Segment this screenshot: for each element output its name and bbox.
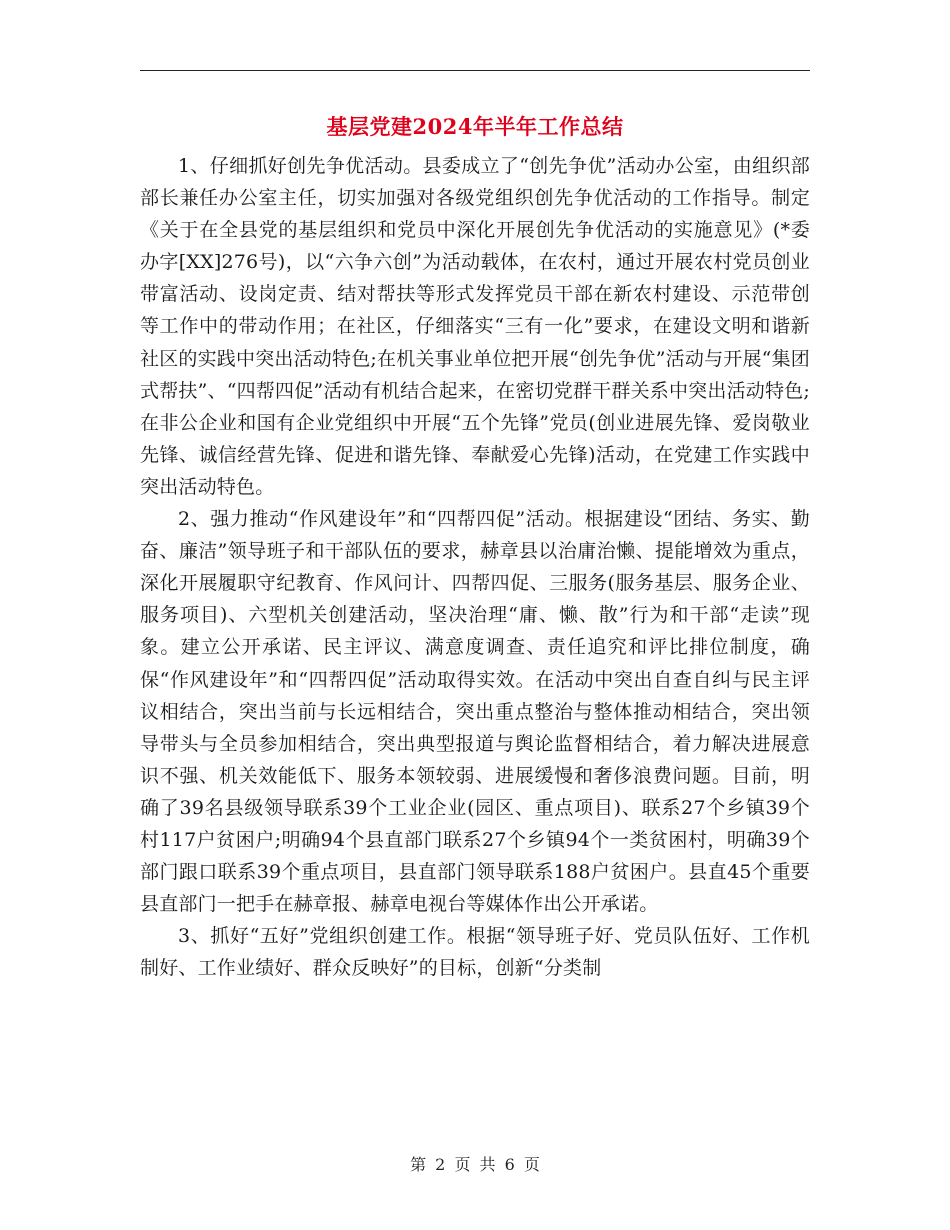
header-rule bbox=[140, 70, 810, 71]
document-body bbox=[140, 150, 810, 984]
paragraph-1: 1、仔细抓好创先争优活动。县委成立了“创先争优”活动办公室，由组织部部长兼任办公室主任，切实加强对各级党组织创先争优活动的工作指导。制定《关于在全县党的基层组织和党员中深化开展创先争优活动的实施意见》(*委办字[XX]276号)，以“六争六创”为活动载体，在农村，通过开展农村党员创业带富活动、设岗定责、结对帮扶等形式发挥党员干部在新农村建设、示范带创等工作中的带动作用；在社区，仔细落实“三有一化”要求，在建设文明和谐新社区的实践中突出活动特色;在机关事业单位把开展“创先争优”活动与开展“集团式帮扶”、“四帮四促”活动有机结合起来，在密切党群干群关系中突出活动特色;在非公企业和国有企业党组织中开展“五个先锋”党员(创业进展先锋、爱岗敬业先锋、诚信经营先锋、促进和谐先锋、奉献爱心先锋)活动，在党建工作实践中突出活动特色。 bbox=[140, 155, 810, 498]
paragraph-3: 3、抓好“五好”党组织创建工作。根据“领导班子好、党员队伍好、工作机制好、工作业绩好、群众反映好”的目标，创新“分类制 bbox=[140, 925, 810, 980]
paragraph-2: 2、强力推动“作风建设年”和“四帮四促”活动。根据建设“团结、务实、勤奋、廉洁”领导班子和干部队伍的要求，赫章县以治庸治懒、提能增效为重点，深化开展履职守纪教育、作风问计、四帮四促、三服务(服务基层、服务企业、服务项目)、六型机关创建活动，坚决治理“庸、懒、散”行为和干部“走读”现象。建立公开承诺、民主评议、满意度调查、责任追究和评比排位制度，确保“作风建设年”和“四帮四促”活动取得实效。在活动中突出自查自纠与民主评议相结合，突出当前与长远相结合，突出重点整治与整体推动相结合，突出领导带头与全员参加相结合，突出典型报道与舆论监督相结合，着力解决进展意识不强、机关效能低下、服务本领较弱、进展缓慢和奢侈浪费问题。目前，明确了39名县级领导联系39个工业企业(园区、重点项目)、联系27个乡镇39个村117户贫困户;明确94个县直部门联系27个乡镇94个一类贫困村，明确39个部门跟口联系39个重点项目，县直部门领导联系188户贫困户。县直45个重要县直部门一把手在赫章报、赫章电视台等媒体作出公开承诺。 bbox=[140, 508, 810, 916]
document-title: 基层党建2024年半年工作总结 bbox=[326, 114, 624, 139]
page-number-footer: 第 2 页 共 6 页 bbox=[410, 1155, 540, 1174]
